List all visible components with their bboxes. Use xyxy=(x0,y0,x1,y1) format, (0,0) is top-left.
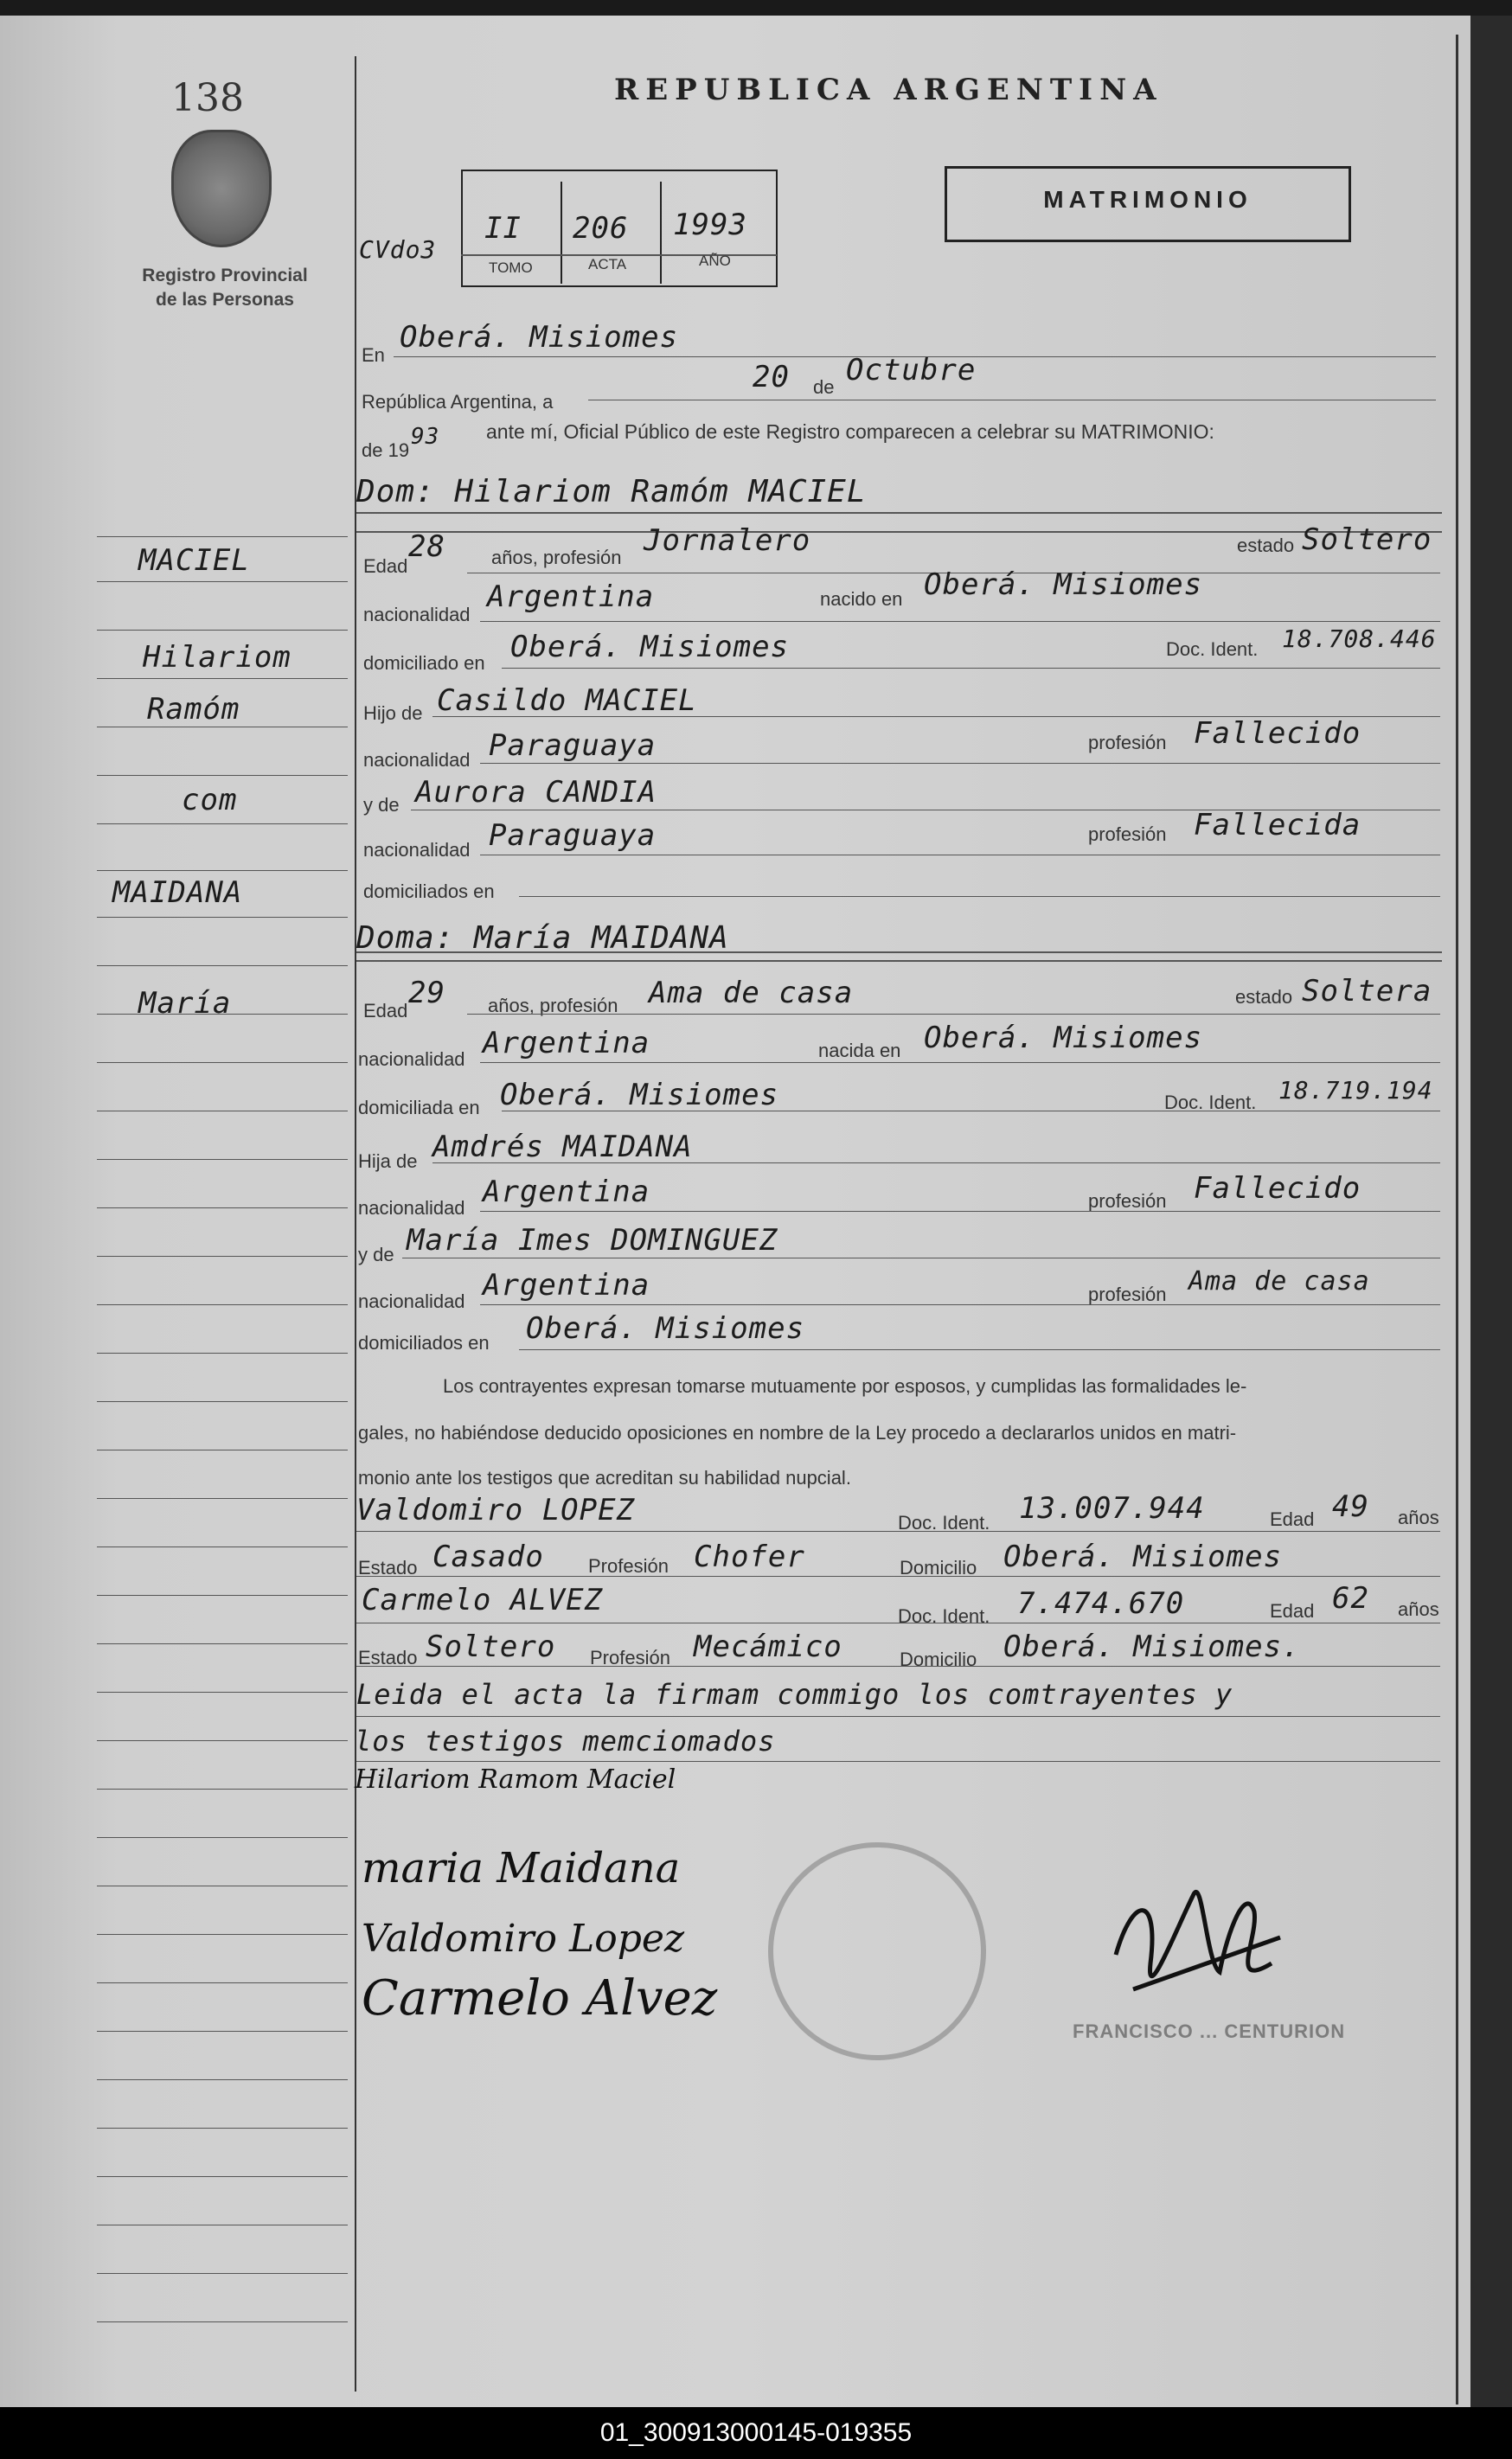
signature-witness-2: Carmelo Alvez xyxy=(362,1970,718,2027)
statement-line-2: gales, no habiéndose deducido oposiciones en nombre de la Ley procedo a declararlos unidos en matri- xyxy=(358,1422,1237,1444)
groom-madre-profesion: Fallecida xyxy=(1194,808,1361,842)
signature-witness-1: Valdomiro Lopez xyxy=(362,1917,685,1961)
margin-divider xyxy=(355,56,356,2392)
witness-2-line-2 xyxy=(356,1666,1440,1667)
bride-section-rule xyxy=(356,960,1442,962)
tomo-value: II xyxy=(484,211,522,246)
margin-surname-groom: MACIEL xyxy=(138,543,250,578)
groom-line-2 xyxy=(480,621,1440,622)
witness-1-estado: Casado xyxy=(432,1540,544,1574)
witness-1-edad-label: Edad xyxy=(1270,1508,1315,1530)
witness-2-doc: 7.474.670 xyxy=(1017,1586,1185,1621)
bride-name-line xyxy=(356,951,1442,953)
groom-line-8 xyxy=(519,896,1440,897)
groom-edad-label: Edad xyxy=(363,555,408,577)
bride-line-2 xyxy=(480,1062,1440,1063)
bride-padre-profesion: Fallecido xyxy=(1194,1171,1361,1206)
groom-domiciliados-label: domiciliados en xyxy=(363,881,495,902)
republica-label: República Argentina, a xyxy=(362,391,554,413)
bride-line-5 xyxy=(480,1211,1440,1212)
bride-padre-nac-label: nacionalidad xyxy=(358,1197,465,1219)
groom-madre: Aurora CANDIA xyxy=(415,775,657,810)
intro-year: 93 xyxy=(411,424,440,450)
registry-box-divider-2 xyxy=(660,182,662,284)
bride-line-4 xyxy=(432,1162,1440,1163)
bride-yde-label: y de xyxy=(358,1244,394,1265)
bride-padre-prof-label: profesión xyxy=(1088,1190,1167,1212)
bride-profesion: Ama de casa xyxy=(649,976,854,1010)
officer-signature xyxy=(1099,1860,1297,2033)
groom-line-5 xyxy=(480,763,1440,764)
statement-line-3: monio ante los testigos que acreditan su habilidad nupcial. xyxy=(358,1467,851,1489)
bride-line-7 xyxy=(480,1304,1440,1305)
margin-given-name-groom-1: Hilariom xyxy=(143,640,292,675)
bride-hija-label: Hija de xyxy=(358,1150,418,1172)
page-edge xyxy=(1470,16,1512,2407)
issuer-name: Registro Provincial de las Personas xyxy=(142,266,308,310)
right-border xyxy=(1456,35,1458,2405)
intro-day: 20 xyxy=(753,360,790,394)
witness-2-edad: 62 xyxy=(1332,1581,1369,1616)
groom-madre-nac-label: nacionalidad xyxy=(363,839,471,861)
acta-value: 206 xyxy=(573,211,629,246)
country-title: REPUBLICA ARGENTINA xyxy=(614,73,1163,107)
bride-estado-label: estado xyxy=(1235,986,1293,1008)
witness-1-name: Valdomiro LOPEZ xyxy=(356,1493,636,1527)
groom-profesion: Jornalero xyxy=(644,523,811,558)
bride-nacida-label: nacida en xyxy=(818,1040,901,1061)
witness-2-estado: Soltero xyxy=(426,1630,556,1664)
bride-padre-nacionalidad: Argentina xyxy=(483,1175,650,1209)
groom-domicilio: Oberá. Misiomes xyxy=(510,630,790,664)
bride-madre-prof-label: profesión xyxy=(1088,1284,1167,1305)
bride-padre: Amdrés MAIDANA xyxy=(432,1130,693,1164)
witness-1-estado-label: Estado xyxy=(358,1557,418,1578)
witness-1-profesion: Chofer xyxy=(694,1540,805,1574)
bride-edad: 29 xyxy=(408,976,445,1010)
closing-line-1: Leida el acta la firmam commigo los comtrayentes y xyxy=(356,1678,1233,1711)
file-id-footer: 01_300913000145-019355 xyxy=(0,2407,1512,2459)
witness-2-domicilio-label: Domicilio xyxy=(900,1649,977,1670)
groom-padre-profesion: Fallecido xyxy=(1194,716,1361,751)
officer-stamp-text: FRANCISCO ... CENTURION xyxy=(1073,2020,1346,2042)
page-number: 138 xyxy=(171,76,244,120)
witness-1-doc-label: Doc. Ident. xyxy=(898,1512,990,1534)
closing-rule-1 xyxy=(356,1716,1440,1717)
bride-name: Doma: María MAIDANA xyxy=(356,920,729,956)
groom-nacionalidad: Argentina xyxy=(487,580,655,614)
bride-anos-label: años, profesión xyxy=(488,995,618,1016)
bride-nacionalidad: Argentina xyxy=(483,1026,650,1060)
groom-name-line xyxy=(356,512,1442,514)
groom-nacido-label: nacido en xyxy=(820,588,903,610)
groom-madre-prof-label: profesión xyxy=(1088,823,1167,845)
bride-edad-label: Edad xyxy=(363,1000,408,1021)
groom-section-rule xyxy=(356,531,1442,533)
intro-place: Oberá. Misiomes xyxy=(400,320,679,355)
bride-nacida: Oberá. Misiomes xyxy=(924,1021,1203,1055)
groom-madre-nacionalidad: Paraguaya xyxy=(489,818,657,853)
margin-note: CVdo3 xyxy=(359,235,437,264)
bride-domiciliada-label: domiciliada en xyxy=(358,1097,480,1118)
ano-value: 1993 xyxy=(673,208,747,242)
witness-2-edad-label: Edad xyxy=(1270,1600,1315,1622)
witness-2-anos-label: años xyxy=(1398,1598,1439,1620)
groom-estado: Soltero xyxy=(1302,522,1432,557)
margin-given-name-groom-2: Ramóm xyxy=(147,692,240,727)
bride-padres-domicilio: Oberá. Misiomes xyxy=(526,1311,805,1346)
witness-1-doc: 13.007.944 xyxy=(1019,1491,1205,1526)
witness-1-domicilio-label: Domicilio xyxy=(900,1557,977,1578)
witness-1-line-2 xyxy=(356,1576,1440,1577)
bride-domicilio: Oberá. Misiomes xyxy=(500,1078,779,1112)
bride-doc: 18.719.194 xyxy=(1278,1076,1433,1105)
closing-rule-2 xyxy=(356,1761,1440,1762)
ano-label: AÑO xyxy=(699,253,731,269)
provincial-seal xyxy=(171,130,272,247)
witness-1-line-1 xyxy=(356,1531,1440,1532)
groom-domiciliado-label: domiciliado en xyxy=(363,652,485,674)
witness-2-doc-label: Doc. Ident. xyxy=(898,1605,990,1627)
groom-estado-label: estado xyxy=(1237,535,1295,556)
closing-line-2: los testigos memciomados xyxy=(355,1725,776,1758)
groom-line-3 xyxy=(502,668,1440,669)
margin-connector: com xyxy=(182,783,238,817)
bride-madre: María Imes DOMINGUEZ xyxy=(407,1223,778,1258)
witness-2-name: Carmelo ALVEZ xyxy=(362,1583,604,1617)
margin-given-name-bride: María xyxy=(138,986,232,1021)
groom-padre-nacionalidad: Paraguaya xyxy=(489,728,657,763)
witness-1-edad: 49 xyxy=(1332,1489,1369,1524)
witness-2-profesion-label: Profesión xyxy=(590,1647,670,1668)
intro-year-prefix: de 19 xyxy=(362,439,410,461)
groom-doc: 18.708.446 xyxy=(1282,624,1437,653)
witness-2-estado-label: Estado xyxy=(358,1647,418,1668)
acta-label: ACTA xyxy=(588,256,627,272)
bride-domiciliados-label: domiciliados en xyxy=(358,1332,490,1354)
bride-line-8 xyxy=(519,1349,1440,1350)
statement-line-1: Los contrayentes expresan tomarse mutuamente por esposos, y cumplidas las formalidades le- xyxy=(443,1375,1247,1397)
tomo-label: TOMO xyxy=(489,259,533,276)
groom-padre: Casildo MACIEL xyxy=(437,683,697,718)
witness-1-domicilio: Oberá. Misiomes xyxy=(1003,1540,1283,1574)
witness-2-profesion: Mecámico xyxy=(694,1630,842,1664)
groom-edad: 28 xyxy=(408,529,445,564)
witness-1-profesion-label: Profesión xyxy=(588,1555,669,1577)
groom-doc-label: Doc. Ident. xyxy=(1166,638,1259,660)
bride-madre-profesion: Ama de casa xyxy=(1188,1266,1370,1297)
groom-name: Dom: Hilariom Ramóm MACIEL xyxy=(356,474,867,509)
bride-madre-nacionalidad: Argentina xyxy=(483,1268,650,1303)
intro-month: Octubre xyxy=(846,353,977,387)
margin-surname-bride: MAIDANA xyxy=(112,875,243,910)
groom-hijo-label: Hijo de xyxy=(363,702,423,724)
signature-groom: Hilariom Ramom Maciel xyxy=(355,1764,676,1795)
official-stamp xyxy=(768,1842,986,2060)
intro-de-label: de xyxy=(813,376,835,398)
groom-nacido: Oberá. Misiomes xyxy=(924,567,1203,602)
en-label: En xyxy=(362,344,385,366)
groom-padre-prof-label: profesión xyxy=(1088,732,1167,753)
bride-estado: Soltera xyxy=(1302,974,1432,1009)
witness-1-anos-label: años xyxy=(1398,1507,1439,1528)
groom-yde-label: y de xyxy=(363,794,400,816)
bride-nacionalidad-label: nacionalidad xyxy=(358,1048,465,1070)
groom-nacionalidad-label: nacionalidad xyxy=(363,604,471,625)
signature-bride: maria Maidana xyxy=(362,1844,681,1892)
bride-line-1 xyxy=(467,1014,1440,1015)
registry-box-divider-1 xyxy=(561,182,562,284)
groom-padre-nac-label: nacionalidad xyxy=(363,749,471,771)
bride-doc-label: Doc. Ident. xyxy=(1164,1092,1257,1113)
bride-madre-nac-label: nacionalidad xyxy=(358,1290,465,1312)
groom-anos-label: años, profesión xyxy=(491,547,622,568)
witness-2-domicilio: Oberá. Misiomes. xyxy=(1003,1630,1301,1664)
doc-type-label: MATRIMONIO xyxy=(1043,186,1253,213)
intro-declaration: ante mí, Oficial Público de este Registro comparecen a celebrar su MATRIMONIO: xyxy=(486,420,1214,443)
